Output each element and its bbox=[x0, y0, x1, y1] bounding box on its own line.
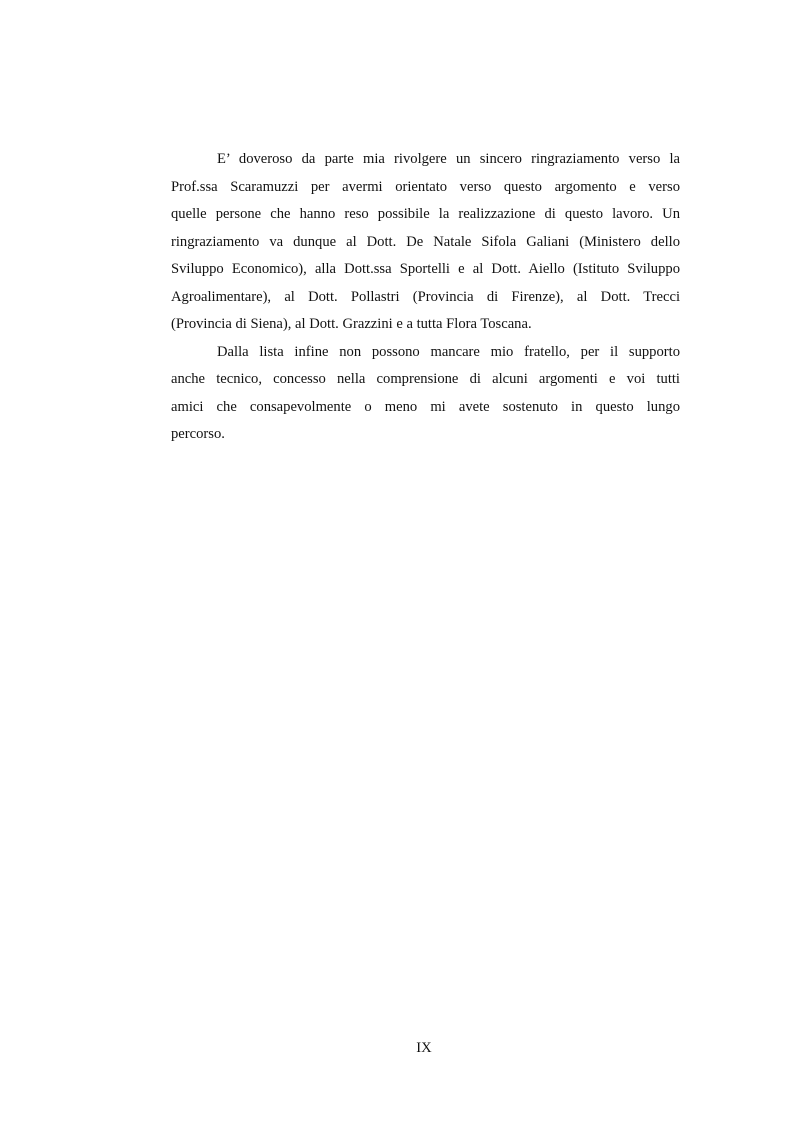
acknowledgements-text bbox=[171, 146, 680, 449]
text-line: amici che consapevolmente o meno mi avete sostenuto in questo lungo bbox=[171, 398, 680, 415]
text-line: anche tecnico, concesso nella comprensione di alcuni argomenti e voi tutti bbox=[171, 371, 680, 387]
text-line: E’ doveroso da parte mia rivolgere un sincero ringraziamento verso la bbox=[217, 151, 680, 167]
text-line: (Provincia di Siena), al Dott. Grazzini e a tutta Flora Toscana. bbox=[171, 316, 532, 332]
paragraph-1 bbox=[171, 146, 680, 339]
text-line: percorso. bbox=[171, 426, 225, 442]
text-line: Dalla lista infine non possono mancare mio fratello, per il supporto bbox=[217, 343, 680, 360]
text-line: Agroalimentare), al Dott. Pollastri (Provincia di Firenze), al Dott. Trecci bbox=[171, 288, 680, 305]
text-line: ringraziamento va dunque al Dott. De Natale Sifola Galiani (Ministero dello bbox=[171, 233, 680, 250]
text-line: Prof.ssa Scaramuzzi per avermi orientato verso questo argomento e verso bbox=[171, 178, 680, 195]
page-number: IX bbox=[416, 1040, 432, 1056]
paragraph-2 bbox=[171, 339, 680, 449]
text-line: Sviluppo Economico), alla Dott.ssa Sportelli e al Dott. Aiello (Istituto Sviluppo bbox=[171, 261, 680, 277]
text-line: quelle persone che hanno reso possibile la realizzazione di questo lavoro. Un bbox=[171, 206, 680, 222]
